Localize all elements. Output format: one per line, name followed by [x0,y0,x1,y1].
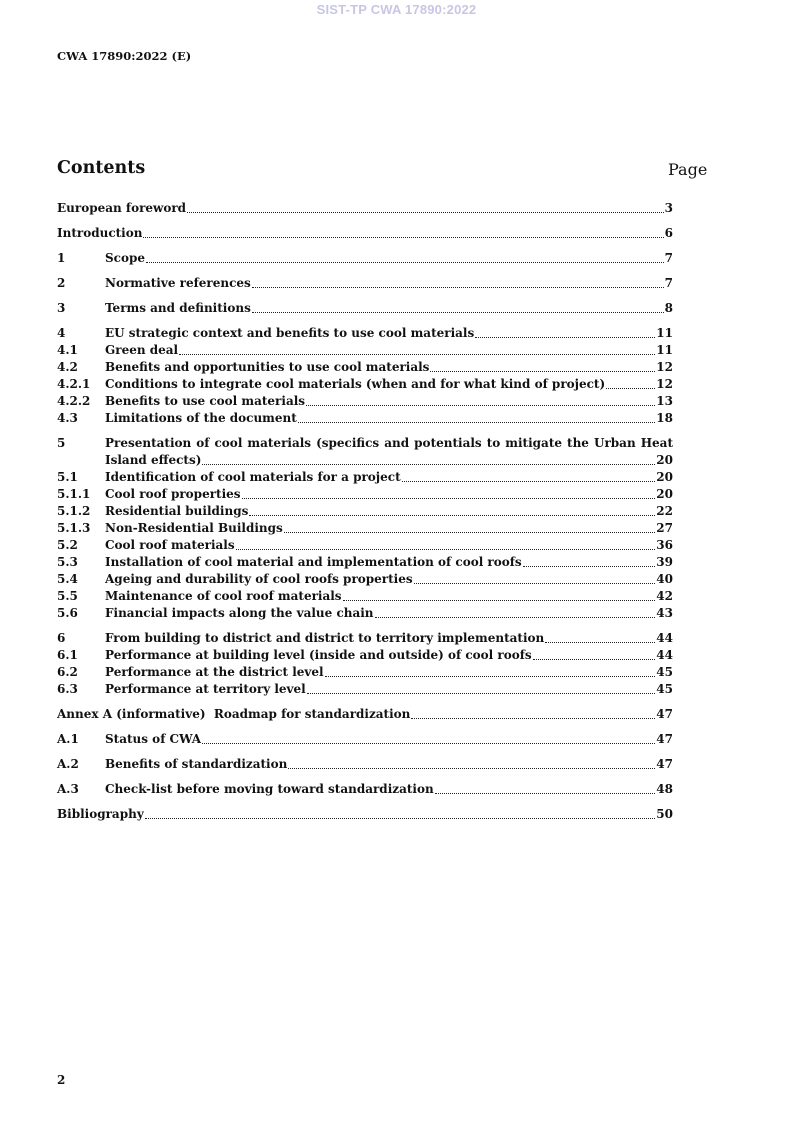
toc-entry[interactable] [57,225,673,242]
table-of-contents [57,200,673,823]
toc-dot-leader [533,658,656,660]
toc-dot-leader [475,336,655,338]
toc-dot-leader [284,531,656,533]
toc-entry-page: 11 [656,326,673,340]
toc-entry-number: 4.3 [57,411,78,425]
toc-entry-label: Cool roof properties [105,487,241,501]
toc-entry-number: 5.5 [57,589,78,603]
toc-entry[interactable] [57,588,673,605]
toc-entry-page: 6 [664,226,673,240]
toc-dot-leader [187,211,664,213]
toc-dot-leader [179,353,655,355]
toc-entry-label: Cool roof materials [105,538,235,552]
toc-entry-page: 20 [656,453,673,467]
toc-entry[interactable] [57,469,673,486]
toc-entry[interactable] [57,554,673,571]
toc-entry-number: 5.1.2 [57,504,91,518]
toc-dot-leader [545,641,655,643]
toc-entry[interactable] [57,664,673,681]
toc-dot-leader [202,463,655,465]
toc-entry-page: 42 [656,589,673,603]
toc-entry[interactable] [57,605,673,622]
toc-entry-label: Performance at the district level [105,665,324,679]
toc-entry-label: Limitations of the document [105,411,297,425]
toc-entry-page: 47 [656,757,673,771]
toc-entry-page: 8 [664,301,673,315]
toc-entry-page: 50 [656,807,673,821]
toc-entry-number: 6.3 [57,682,78,696]
toc-entry-page: 47 [656,732,673,746]
toc-entry-page: 47 [656,707,673,721]
toc-dot-leader [298,421,656,423]
toc-entry-label: Benefits to use cool materials [105,394,306,408]
toc-dot-leader [435,792,656,794]
toc-entry-label: Installation of cool material and implementation of cool roofs [105,555,522,569]
toc-entry-number: 5.1.3 [57,521,91,535]
toc-entry[interactable] [57,781,673,798]
toc-entry-label: Annex A (informative) Roadmap for standardization [57,707,411,721]
toc-entry-label: Ageing and durability of cool roofs properties [105,572,413,586]
toc-entry-page: 48 [656,782,673,796]
toc-entry-number: A.1 [57,732,79,746]
toc-entry[interactable] [57,806,673,823]
toc-dot-leader [325,675,656,677]
toc-entry-number: 5.4 [57,572,78,586]
toc-entry-page: 13 [656,394,673,408]
toc-entry-label: From building to district and district to territory implementation [105,631,545,645]
toc-entry-label: Identification of cool materials for a project [105,470,401,484]
toc-entry-page: 12 [656,360,673,374]
toc-dot-leader [252,286,664,288]
toc-entry-number: 2 [57,276,66,290]
toc-entry-number: 5.2 [57,538,78,552]
toc-entry-label: Terms and definitions [105,301,251,315]
toc-dot-leader [202,742,655,744]
toc-entry[interactable] [57,706,673,723]
toc-entry-page: 3 [664,201,673,215]
toc-entry[interactable] [57,520,673,537]
toc-entry-number: A.3 [57,782,79,796]
toc-entry-page: 45 [656,665,673,679]
toc-entry[interactable] [57,376,673,393]
toc-entry-label: Maintenance of cool roof materials [105,589,342,603]
toc-entry-label: Conditions to integrate cool materials (when and for what kind of project) [105,377,606,391]
toc-entry-page: 45 [656,682,673,696]
document-id-header: CWA 17890:2022 (E) [57,49,192,63]
toc-entry-page: 20 [656,487,673,501]
toc-entry[interactable] [57,300,673,317]
toc-entry-label: Island effects) [105,453,202,467]
toc-dot-leader [523,565,656,567]
page-column-label: Page [668,160,708,179]
toc-entry[interactable] [57,571,673,588]
toc-dot-leader [288,767,655,769]
toc-entry-number: 4 [57,326,66,340]
toc-dot-leader [146,261,664,263]
toc-entry-number: 4.1 [57,343,78,357]
toc-entry[interactable] [57,359,673,376]
toc-entry-label: Financial impacts along the value chain [105,606,374,620]
toc-entry-number: A.2 [57,757,79,771]
toc-entry-multiline[interactable] [57,435,673,469]
toc-entry-page: 44 [656,648,673,662]
toc-entry-number: 6 [57,631,66,645]
toc-entry-label: Status of CWA [105,732,202,746]
toc-entry-label: Normative references [105,276,251,290]
toc-dot-leader [145,817,656,819]
toc-entry-page: 36 [656,538,673,552]
toc-entry-label: European foreword [57,201,187,215]
toc-dot-leader [411,717,655,719]
toc-entry-label: Non-Residential Buildings [105,521,283,535]
toc-dot-leader [306,404,655,406]
toc-entry[interactable] [57,200,673,217]
toc-entry-page: 11 [656,343,673,357]
toc-entry[interactable] [57,503,673,520]
toc-entry-label: Benefits of standardization [105,757,288,771]
toc-entry-number: 5.6 [57,606,78,620]
toc-entry-page: 18 [656,411,673,425]
toc-entry[interactable] [57,647,673,664]
toc-entry[interactable] [57,393,673,410]
toc-entry[interactable] [57,250,673,267]
toc-entry-label: Bibliography [57,807,144,821]
toc-entry-label: Check-list before moving toward standardization [105,782,434,796]
toc-entry-number: 4.2.2 [57,394,91,408]
toc-entry-number: 6.1 [57,648,78,662]
toc-entry[interactable] [57,486,673,503]
toc-dot-leader [236,548,656,550]
toc-entry-number: 1 [57,251,66,265]
toc-entry-label-line1: Presentation of cool materials (specifics and potentials to mitigate the Urban Heat [105,436,673,450]
toc-entry[interactable] [57,410,673,427]
toc-dot-leader [375,616,656,618]
toc-entry-number: 4.2.1 [57,377,91,391]
toc-entry-label: Introduction [57,226,143,240]
toc-dot-leader [307,692,656,694]
page-number: 2 [57,1073,66,1087]
toc-entry-label: Performance at building level (inside and outside) of cool roofs [105,648,532,662]
toc-entry[interactable] [57,681,673,698]
toc-entry-label: Green deal [105,343,179,357]
toc-dot-leader [343,599,656,601]
toc-entry-page: 7 [664,276,673,290]
toc-entry-label: Scope [105,251,146,265]
toc-entry-number: 5.1 [57,470,78,484]
toc-entry[interactable] [57,325,673,342]
toc-dot-leader [430,370,655,372]
toc-entry-number: 5 [57,436,66,450]
toc-entry[interactable] [57,342,673,359]
toc-entry-label: EU strategic context and benefits to use cool materials [105,326,475,340]
toc-dot-leader [143,236,663,238]
toc-dot-leader [242,497,656,499]
toc-entry-page: 40 [656,572,673,586]
toc-entry-page: 39 [656,555,673,569]
toc-entry-number: 4.2 [57,360,78,374]
toc-entry-number: 3 [57,301,66,315]
toc-entry[interactable] [57,275,673,292]
toc-entry[interactable] [57,731,673,748]
toc-entry-page: 44 [656,631,673,645]
toc-entry-page: 22 [656,504,673,518]
toc-entry-page: 27 [656,521,673,535]
toc-entry-label: Residential buildings [105,504,249,518]
toc-entry-page: 12 [656,377,673,391]
toc-entry[interactable] [57,630,673,647]
toc-entry-number: 5.1.1 [57,487,91,501]
toc-entry-number: 5.3 [57,555,78,569]
toc-dot-leader [402,480,656,482]
toc-entry-page: 43 [656,606,673,620]
toc-dot-leader [249,514,655,516]
toc-entry-label: Benefits and opportunities to use cool materials [105,360,430,374]
toc-entry-label: Performance at territory level [105,682,306,696]
toc-entry-page: 7 [664,251,673,265]
toc-dot-leader [414,582,656,584]
toc-dot-leader [606,387,655,389]
contents-heading: Contents [57,158,146,178]
toc-entry-page: 20 [656,470,673,484]
toc-dot-leader [252,311,664,313]
toc-entry[interactable] [57,756,673,773]
toc-entry-number: 6.2 [57,665,78,679]
toc-entry[interactable] [57,537,673,554]
watermark: SIST-TP CWA 17890:2022 [316,2,477,17]
